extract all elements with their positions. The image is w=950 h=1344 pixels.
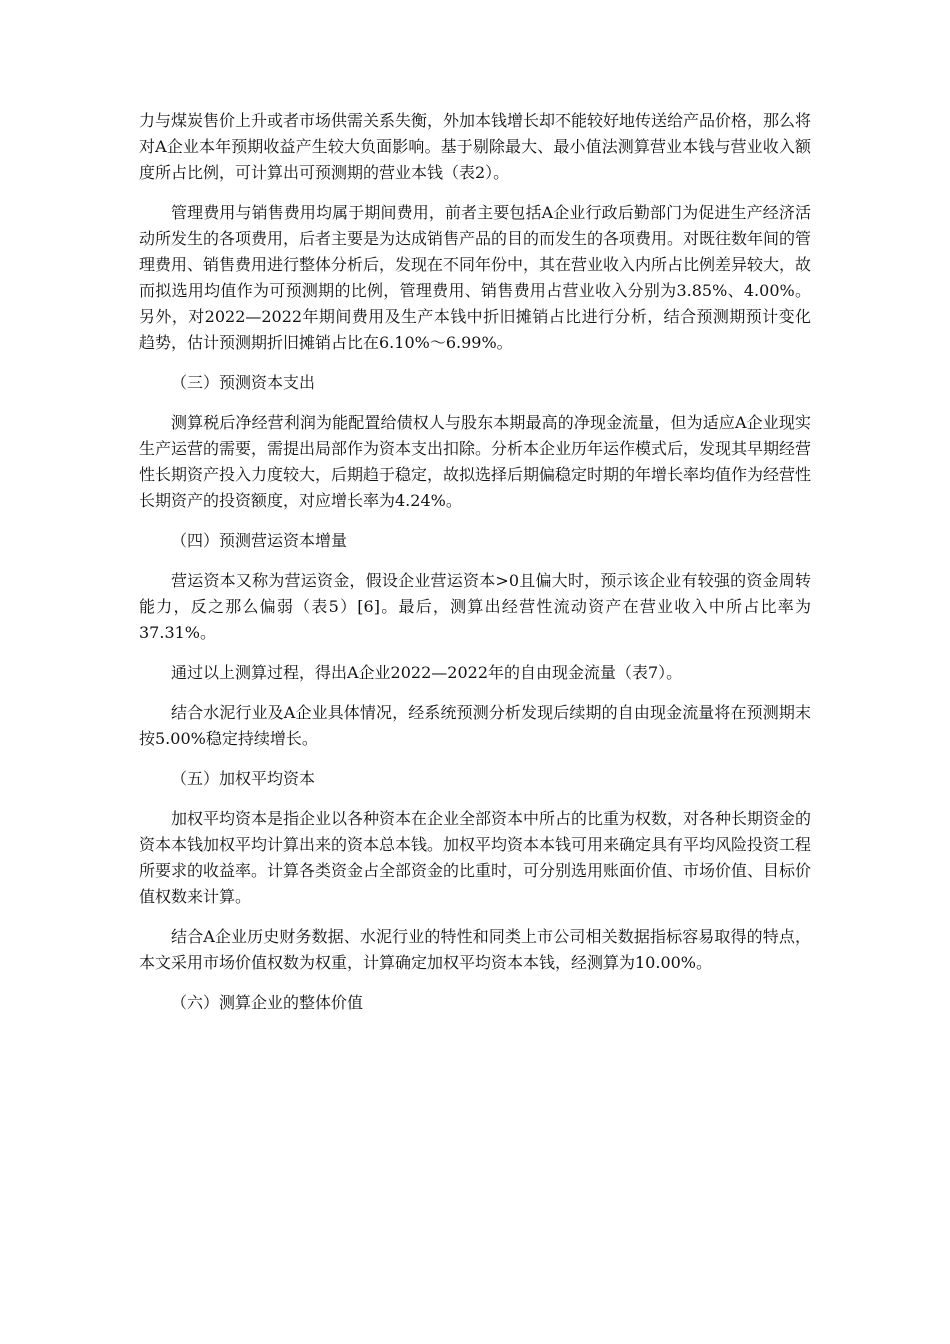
- heading-enterprise-value: （六）测算企业的整体价值: [171, 993, 364, 1012]
- heading-capital-expenditure: （三）预测资本支出: [171, 373, 316, 392]
- paragraph-growth-rate: 结合水泥行业及A企业具体情况，经系统预测分析发现后续期的自由现金流量将在预测期末按5.00%稳定持续增长。: [139, 703, 811, 748]
- paragraph-wacc-result: 结合A企业历史财务数据、水泥行业的特性和同类上市公司相关数据指标容易取得的特点，本文采用市场价值权数为权重，计算确定加权平均资本本钱，经测算为10.00%。: [139, 927, 811, 972]
- paragraph-operating-cost: 力与煤炭售价上升或者市场供需关系失衡，外加本钱增长却不能较好地传送给产品价格，那么将对A企业本年预期收益产生较大负面影响。基于剔除最大、最小值法测算营业本钱与营业收入额度所占比例，可计算出可预测期的营业本钱（表2）。: [139, 111, 812, 182]
- paragraph-working-capital: 营运资本又称为营运资金，假设企业营运资本>0且偏大时，预示该企业有较强的资金周转能力，反之那么偏弱（表5）[6]。最后，测算出经营性流动资产在营业收入中所占比率为37.31%。: [139, 571, 811, 642]
- paragraph-wacc-definition: 加权平均资本是指企业以各种资本在企业全部资本中所占的比重为权数，对各种长期资金的资本本钱加权平均计算出来的资本总本钱。加权平均资本本钱可用来确定具有平均风险投资工程所要求的收益率。计算各类资金占全部资金的比重时，可分别选用账面价值、市场价值、目标价值权数来计算。: [139, 809, 812, 906]
- paragraph-capital-expenditure: 测算税后净经营利润为能配置给债权人与股东本期最高的净现金流量，但为适应A企业现实生产运营的需要，需提出局部作为资本支出扣除。分析本企业历年运作模式后，发现其早期经营性长期资产投入力度较大，后期趋于稳定，故拟选择后期偏稳定时期的年增长率均值作为经营性长期资产的投资额度，对应增长率为4.24%。: [139, 413, 812, 510]
- heading-working-capital: （四）预测营运资本增量: [171, 531, 348, 550]
- paragraph-free-cash-flow: 通过以上测算过程，得出A企业2022—2022年的自由现金流量（表7）。: [171, 663, 683, 682]
- paragraph-period-expenses: 管理费用与销售费用均属于期间费用，前者主要包括A企业行政后勤部门为促进生产经济活动所发生的各项费用，后者主要是为达成销售产品的目的而发生的各项费用。对既往数年间的管理费用、销售费用进行整体分析后，发现在不同年份中，其在营业收入内所占比例差异较大，故而拟选用均值作为可预测期的比例，管理费用、销售费用占营业收入分别为3.85%、4.00%。另外，对2022—2022年期间费用及生产本钱中折旧摊销占比进行分析，结合预测期预计变化趋势，估计预测期折旧摊销占比在6.10%～6.99%。: [139, 203, 812, 352]
- document-body: [139, 108, 811, 1030]
- heading-wacc: （五）加权平均资本: [171, 769, 316, 788]
